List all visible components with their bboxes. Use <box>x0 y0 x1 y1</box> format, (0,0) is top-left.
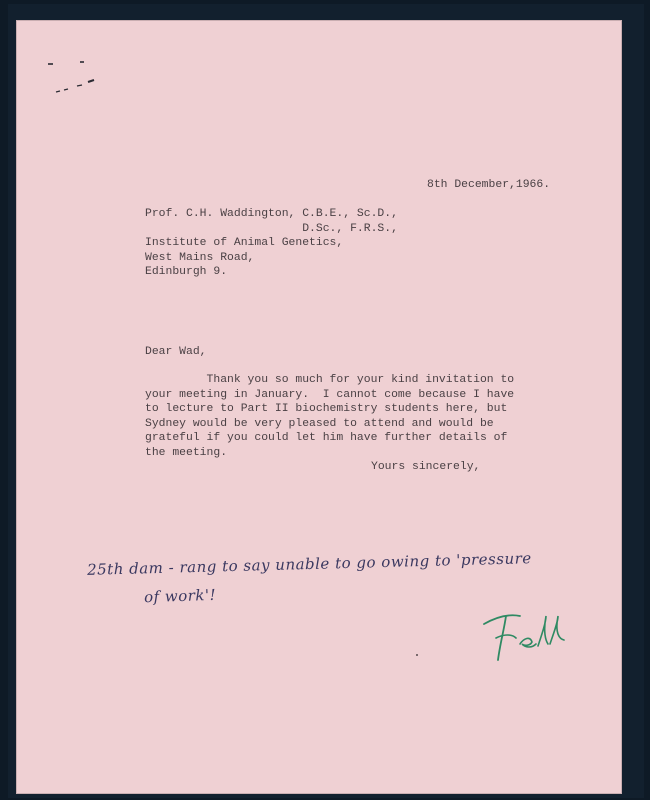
letter-body <box>145 373 514 461</box>
body-line: the meeting. <box>145 446 228 459</box>
recipient-line: Edinburgh 9. <box>145 266 228 279</box>
corner-marks <box>44 58 104 102</box>
body-line: Thank you so much for your kind invitation to <box>145 374 515 386</box>
body-line: grateful if you could let him have further details of <box>145 432 508 445</box>
recipient-line: West Mains Road, <box>145 251 255 264</box>
complimentary-close: Yours sincerely, <box>371 461 481 473</box>
body-line: your meeting in January. I cannot come because I have <box>145 388 515 401</box>
letter-date: 8th December,1966. <box>427 179 551 191</box>
handwritten-initials <box>474 604 574 664</box>
handwritten-note-line-2: of work'! <box>143 585 217 607</box>
salutation: Dear Wad, <box>145 346 207 358</box>
recipient-line: Prof. C.H. Waddington, C.B.E., Sc.D., <box>145 208 398 220</box>
recipient-line: D.Sc., F.R.S., <box>145 222 398 235</box>
recipient-address <box>145 207 398 280</box>
body-line: to lecture to Part II biochemistry students here, but <box>145 403 508 416</box>
recipient-line: Institute of Animal Genetics, <box>145 237 344 250</box>
body-line: Sydney would be very pleased to attend and would be <box>145 417 494 430</box>
paper-speck <box>416 654 418 656</box>
handwritten-note-line-1: 25th dam - rang to say unable to go owing to 'pressure <box>86 549 532 579</box>
